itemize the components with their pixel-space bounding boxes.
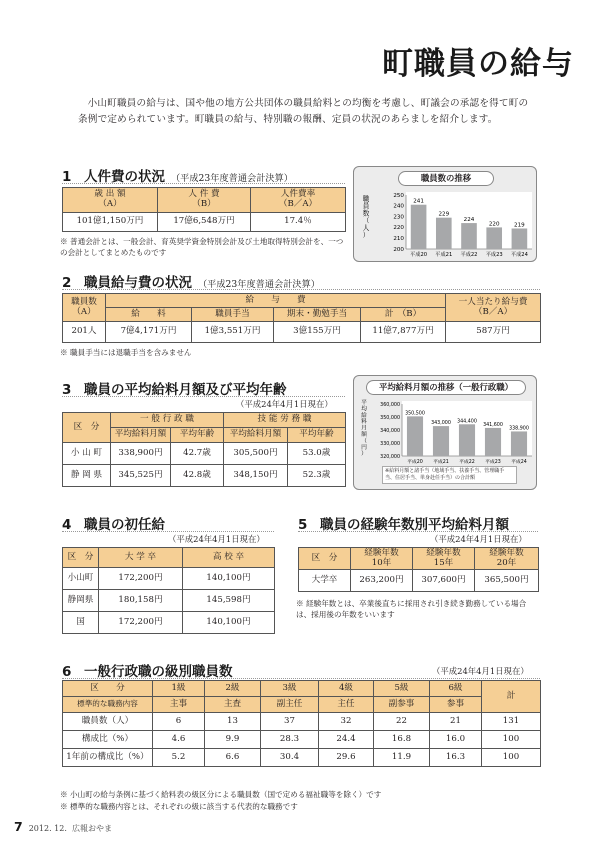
table-header: 人件費率 （B／A） bbox=[251, 188, 346, 213]
table-cell: 1年前の構成比（%） bbox=[63, 749, 153, 767]
table-row bbox=[63, 443, 346, 465]
table-cell: 172,200円 bbox=[99, 612, 183, 634]
table-cell: 348,150円 bbox=[224, 465, 288, 487]
section-6-note: ※ 小山町の給与条例に基づく給料表の級区分による職員数（国で定める福祉職等を除く）です bbox=[60, 790, 382, 799]
table-cell: 101億1,150万円 bbox=[63, 213, 158, 232]
table-cell: 345,525円 bbox=[111, 465, 171, 487]
as-of-date: （平成24年4月1日現在） bbox=[168, 534, 265, 544]
y-tick-label: 320,000 bbox=[380, 454, 400, 460]
table-header: 副主任 bbox=[261, 697, 319, 713]
table-header: 経験年数 20年 bbox=[475, 548, 539, 570]
table-cell: 静岡県 bbox=[63, 590, 99, 612]
section-6-heading bbox=[62, 660, 233, 680]
section-4-heading bbox=[62, 513, 165, 533]
table-cell: 53.0歳 bbox=[288, 443, 346, 465]
table-cell: 52.3歳 bbox=[288, 465, 346, 487]
section-divider bbox=[62, 183, 345, 184]
section-title: 一般行政職の級別職員数 bbox=[84, 664, 233, 680]
table-cell: 9.9 bbox=[205, 731, 261, 749]
table-header: 技 能 労 務 職 bbox=[224, 413, 346, 428]
y-tick-label: 200 bbox=[393, 246, 404, 253]
bar bbox=[459, 424, 475, 456]
table-cell: 140,100円 bbox=[183, 568, 275, 590]
y-tick-label: 230 bbox=[393, 214, 404, 221]
table-cell: 28.3 bbox=[261, 731, 319, 749]
y-tick-label: 220 bbox=[393, 225, 404, 232]
section-5-heading bbox=[298, 513, 509, 533]
section-number: 1 bbox=[62, 169, 72, 185]
table-cell: 24.4 bbox=[319, 731, 374, 749]
chart-title: 職員数の推移 bbox=[398, 171, 494, 186]
table-cell: 静 岡 県 bbox=[63, 465, 111, 487]
table-cell: 国 bbox=[63, 612, 99, 634]
table-cell: 22 bbox=[374, 713, 430, 731]
table-header: 給 料 bbox=[106, 308, 192, 322]
table-cell: 263,200円 bbox=[351, 570, 413, 592]
table-header: 副参事 bbox=[374, 697, 430, 713]
salary-chart-panel bbox=[353, 375, 537, 490]
y-tick-label: 240 bbox=[393, 203, 404, 210]
table-cell: 201人 bbox=[63, 322, 106, 343]
data-label: 220 bbox=[488, 221, 500, 228]
page-title: 町職員の給与 bbox=[382, 46, 574, 82]
table-cell: 7億4,171万円 bbox=[106, 322, 192, 343]
y-axis-label: 平均給料月額（円） bbox=[361, 400, 367, 458]
table-row bbox=[63, 465, 346, 487]
table-cell: 307,600円 bbox=[413, 570, 475, 592]
table-cell: 6.6 bbox=[205, 749, 261, 767]
table-row bbox=[63, 590, 275, 612]
data-label: 224 bbox=[463, 217, 475, 224]
table-header: 2級 bbox=[205, 681, 261, 697]
table-cell: 365,500円 bbox=[475, 570, 539, 592]
section-2-heading bbox=[62, 271, 320, 291]
table-header: 計 （B） bbox=[361, 308, 446, 322]
table-cell: 42.8歳 bbox=[171, 465, 224, 487]
table-cell: 4.6 bbox=[153, 731, 205, 749]
table-cell: 338,900円 bbox=[111, 443, 171, 465]
table-cell: 37 bbox=[261, 713, 319, 731]
table-cell: 180,158円 bbox=[99, 590, 183, 612]
table-header: 平均給料月額 bbox=[224, 428, 288, 443]
y-tick-label: 330,000 bbox=[380, 441, 400, 447]
table-cell: 16.3 bbox=[430, 749, 482, 767]
section-divider bbox=[62, 396, 345, 397]
table-cell: 140,100円 bbox=[183, 612, 275, 634]
section-number: 4 bbox=[62, 517, 72, 533]
table-cell: 16.0 bbox=[430, 731, 482, 749]
y-tick-label: 340,000 bbox=[380, 428, 400, 434]
bar bbox=[436, 218, 452, 249]
table-header: 一 般 行 政 職 bbox=[111, 413, 224, 428]
table-header: 主任 bbox=[319, 697, 374, 713]
as-of-date: （平成24年4月1日現在） bbox=[432, 666, 529, 676]
starting-salary-table bbox=[62, 547, 275, 634]
section-5-note: ※ 経験年数とは、卒業後直ちに採用され引き続き勤務している場合は、採用後の年数をいいます bbox=[296, 599, 527, 619]
table-header: 計 bbox=[482, 681, 541, 713]
x-tick-label: 平成20 bbox=[407, 460, 423, 465]
table-header: 大 学 卒 bbox=[99, 548, 183, 568]
section-6-note: ※ 標準的な職務内容とは、それぞれの級に該当する代表的な職務です bbox=[60, 802, 298, 811]
table-header: 4級 bbox=[319, 681, 374, 697]
table-cell: 587万円 bbox=[446, 322, 541, 343]
x-tick-label: 平成22 bbox=[459, 460, 475, 465]
table-header: 平均年齢 bbox=[288, 428, 346, 443]
section-number: 2 bbox=[62, 275, 72, 291]
x-tick-label: 平成21 bbox=[435, 252, 453, 258]
y-tick-label: 350,000 bbox=[380, 415, 400, 421]
table-header: 主事 bbox=[153, 697, 205, 713]
table-cell: 145,598円 bbox=[183, 590, 275, 612]
data-label: 343,000 bbox=[431, 421, 451, 427]
table-header: 主査 bbox=[205, 697, 261, 713]
table-cell: 6 bbox=[153, 713, 205, 731]
data-label: 241 bbox=[413, 198, 424, 205]
x-tick-label: 平成20 bbox=[410, 252, 428, 258]
section-divider bbox=[298, 531, 538, 532]
bar bbox=[511, 431, 527, 456]
table-row bbox=[63, 713, 541, 731]
table-cell: 11億7,877万円 bbox=[361, 322, 446, 343]
bar bbox=[486, 227, 502, 249]
table-cell: 構成比（%） bbox=[63, 731, 153, 749]
section-2-note: ※ 職員手当には退職手当を含みません bbox=[60, 348, 192, 357]
table-row bbox=[63, 568, 275, 590]
table-cell: 大学卒 bbox=[299, 570, 351, 592]
table-header: 経験年数 15年 bbox=[413, 548, 475, 570]
x-tick-label: 平成21 bbox=[433, 460, 449, 465]
table-cell: 13 bbox=[205, 713, 261, 731]
table-header: 高 校 卒 bbox=[183, 548, 275, 568]
section-number: 6 bbox=[62, 664, 72, 680]
table-cell: 17億6,548万円 bbox=[158, 213, 251, 232]
table-cell: 21 bbox=[430, 713, 482, 731]
data-label: 344,400 bbox=[457, 419, 477, 425]
table-row bbox=[63, 612, 275, 634]
x-tick-label: 平成22 bbox=[460, 252, 478, 258]
data-label: 338,900 bbox=[509, 426, 529, 432]
data-label: 350,500 bbox=[405, 411, 425, 417]
table-cell: 3億155万円 bbox=[274, 322, 361, 343]
avg-salary-table bbox=[62, 412, 346, 487]
table-cell: 305,500円 bbox=[224, 443, 288, 465]
publication-name: 広報おやま bbox=[71, 824, 112, 833]
section-subtitle: （平成23年度普通会計決算） bbox=[198, 279, 320, 290]
page-number: 7 bbox=[14, 819, 23, 834]
x-tick-label: 平成24 bbox=[510, 252, 528, 258]
bar bbox=[461, 223, 477, 249]
chart-title: 平均給料月額の推移（一般行政職） bbox=[366, 380, 526, 395]
as-of-date: （平成24年4月1日現在） bbox=[236, 399, 333, 409]
table-header: 経験年数 10年 bbox=[351, 548, 413, 570]
section-title: 職員の初任給 bbox=[84, 517, 165, 533]
table-header: 5級 bbox=[374, 681, 430, 697]
table-cell: 17.4％ bbox=[251, 213, 346, 232]
section-title: 職員の平均給料月額及び平均年齢 bbox=[84, 382, 287, 398]
issue-date: 2012. 12. bbox=[28, 824, 67, 833]
table-header: 区 分 bbox=[63, 413, 111, 443]
section-1-note: ※ 普通会計とは、一般会計、育英奨学資金特別会計及び土地取得特別会計を、一つの会計としてまとめたものです bbox=[60, 237, 344, 257]
data-label: 229 bbox=[438, 211, 450, 218]
table-cell: 42.7歳 bbox=[171, 443, 224, 465]
table-cell: 1億3,551万円 bbox=[192, 322, 274, 343]
table-cell: 100 bbox=[482, 731, 541, 749]
table-cell: 29.6 bbox=[319, 749, 374, 767]
table-header: 3級 bbox=[261, 681, 319, 697]
payroll-table bbox=[62, 293, 541, 343]
table-cell: 100 bbox=[482, 749, 541, 767]
bar bbox=[512, 228, 528, 249]
table-cell: 小 山 町 bbox=[63, 443, 111, 465]
bar bbox=[407, 416, 423, 456]
table-header: 標準的な職務内容 bbox=[63, 697, 153, 713]
y-tick-label: 360,000 bbox=[380, 402, 400, 408]
table-cell: 職員数（人） bbox=[63, 713, 153, 731]
section-number: 3 bbox=[62, 382, 72, 398]
table-header: 平均給料月額 bbox=[111, 428, 171, 443]
staff-chart-panel bbox=[353, 166, 537, 262]
section-title: 人件費の状況 bbox=[84, 169, 165, 185]
intro-text: 小山町職員の給与は、国や他の地方公共団体の職員給料との均衡を考慮し、町議会の承認を得て町の条例で定められています。町職員の給与、特別職の報酬、定員の状況のあらましを紹介します。 bbox=[78, 98, 529, 125]
table-header: 職員手当 bbox=[192, 308, 274, 322]
table-row bbox=[63, 731, 541, 749]
bar bbox=[411, 205, 427, 249]
x-tick-label: 平成23 bbox=[485, 252, 503, 258]
table-header: 一人当たり給与費 （B／A） bbox=[446, 294, 541, 322]
table-header: 区 分 bbox=[63, 681, 153, 697]
table-header: 区 分 bbox=[299, 548, 351, 570]
grade-staff-table bbox=[62, 680, 541, 767]
chart-note: ※給料月額と諸手当（地域手当、扶養手当、管理職手当、住居手当、単身赴任手当）の合計額 bbox=[382, 466, 517, 484]
section-number: 5 bbox=[298, 517, 308, 533]
y-tick-label: 250 bbox=[393, 192, 404, 199]
x-tick-label: 平成23 bbox=[485, 460, 501, 465]
table-header: 歳 出 額 （A） bbox=[63, 188, 158, 213]
bar bbox=[485, 428, 501, 456]
table-header: 期末・勤勉手当 bbox=[274, 308, 361, 322]
table-header: 6級 bbox=[430, 681, 482, 697]
table-header: 職員数 （A） bbox=[63, 294, 106, 322]
section-divider bbox=[62, 531, 274, 532]
section-title: 職員給与費の状況 bbox=[84, 275, 192, 291]
section-divider bbox=[62, 289, 540, 290]
y-axis-label: 職員数（人） bbox=[362, 195, 370, 239]
table-cell: 11.9 bbox=[374, 749, 430, 767]
x-tick-label: 平成24 bbox=[511, 460, 527, 465]
data-label: 341,600 bbox=[483, 422, 503, 428]
table-header: 人 件 費 （B） bbox=[158, 188, 251, 213]
table-header: 参事 bbox=[430, 697, 482, 713]
section-1-heading bbox=[62, 165, 293, 185]
section-3-heading bbox=[62, 378, 287, 398]
section-divider bbox=[62, 678, 540, 679]
y-tick-label: 210 bbox=[393, 236, 404, 242]
staff-bar-chart bbox=[354, 167, 538, 263]
personnel-cost-table bbox=[62, 187, 346, 232]
table-row bbox=[63, 749, 541, 767]
table-row bbox=[299, 570, 539, 592]
table-cell: 16.8 bbox=[374, 731, 430, 749]
section-subtitle: （平成23年度普通会計決算） bbox=[171, 173, 293, 184]
table-cell: 小山町 bbox=[63, 568, 99, 590]
as-of-date: （平成24年4月1日現在） bbox=[430, 534, 527, 544]
section-title: 職員の経験年数別平均給料月額 bbox=[320, 517, 509, 533]
table-cell: 32 bbox=[319, 713, 374, 731]
table-cell: 5.2 bbox=[153, 749, 205, 767]
table-header: 平均年齢 bbox=[171, 428, 224, 443]
table-cell: 30.4 bbox=[261, 749, 319, 767]
table-header: 1級 bbox=[153, 681, 205, 697]
bar bbox=[433, 426, 449, 456]
data-label: 219 bbox=[514, 222, 525, 229]
table-cell: 172,200円 bbox=[99, 568, 183, 590]
page-footer bbox=[14, 819, 112, 834]
table-header: 区 分 bbox=[63, 548, 99, 568]
table-header: 給 与 費 bbox=[106, 294, 446, 308]
table-cell: 131 bbox=[482, 713, 541, 731]
experience-salary-table bbox=[298, 547, 539, 592]
